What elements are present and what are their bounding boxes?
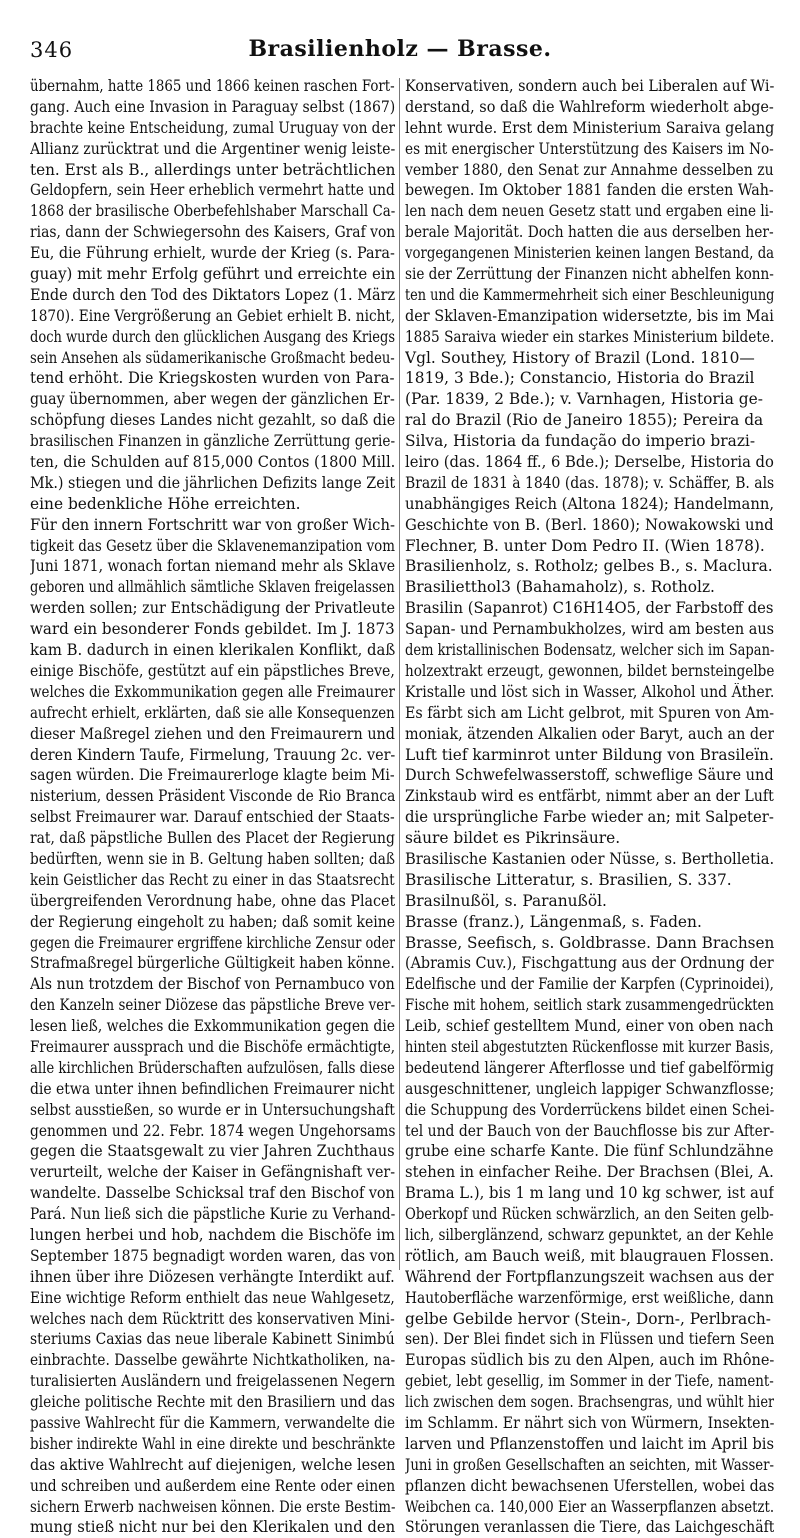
text-line: werden sollen; zur Entschädigung der Privatleute — [30, 599, 395, 618]
left-column — [30, 76, 395, 1538]
text-line: nisterium, dessen Präsident Visconde de Rio Branca — [30, 787, 395, 806]
text-line: dieser Maßregel ziehen und den Freimaurern und — [30, 724, 395, 743]
text-line: Brasilische Kastanien oder Nüsse, s. Bertholletia. — [405, 849, 774, 868]
text-line: Edelfische und der Familie der Karpfen (Cyprinoidei), — [405, 975, 774, 994]
text-line: Kristalle und löst sich in Wasser, Alkohol und Äther. — [405, 682, 774, 701]
page-header — [30, 36, 770, 68]
text-line: lehnt wurde. Erst dem Ministerium Saraiva gelang — [405, 118, 774, 137]
text-line: bewegen. Im Oktober 1881 fanden die ersten Wah- — [405, 181, 774, 200]
text-line: lich, silberglänzend, schwarz gepunktet, an der Kehle — [405, 1225, 774, 1244]
text-line: Brasilienholz, s. Rotholz; gelbes B., s. Maclura. — [405, 557, 773, 576]
text-line: lungen herbei und hob, nachdem die Bischöfe im — [30, 1225, 395, 1244]
text-line: Zinkstaub wird es entfärbt, nimmt aber an der Luft — [405, 787, 774, 806]
text-line: deren Kindern Taufe, Firmelung, Trauung 2c. ver- — [30, 745, 395, 764]
text-line: leiro (das. 1864 ff., 6 Bde.); Derselbe, Historia do — [405, 453, 774, 472]
text-line: Mk.) stiegen und die jährlichen Defizits lange Zeit — [30, 473, 395, 492]
text-line: rat, daß päpstliche Bullen des Placet der Regierung — [30, 829, 395, 848]
text-line: Brasilische Litteratur, s. Brasilien, S. 337. — [405, 870, 732, 889]
text-line: übergreifenden Verordnung habe, ohne das Placet — [30, 891, 395, 910]
text-line: sichern Erwerb nachweisen können. Die erste Bestim- — [30, 1497, 395, 1516]
text-line: Luft tief karminrot unter Bildung von Brasileïn. — [405, 745, 774, 764]
text-line: Eine wichtige Reform enthielt das neue Wahlgesetz, — [30, 1288, 395, 1307]
text-line: Brama L.), bis 1 m lang und 10 kg schwer, ist auf — [405, 1184, 774, 1203]
text-line: alle kirchlichen Brüderschaften aufzulösen, falls diese — [30, 1058, 395, 1077]
text-line: unabhängiges Reich (Altona 1824); Handelmann, — [405, 494, 774, 513]
text-line: brachte keine Entscheidung, zumal Uruguay von der — [30, 118, 395, 137]
text-line: Während der Fortpflanzungszeit wachsen aus der — [405, 1267, 774, 1286]
text-line: sagen würden. Die Freimaurerloge klagte beim Mi- — [30, 766, 395, 785]
text-line: Sapan- und Pernambukholzes, wird am besten aus — [405, 620, 774, 639]
text-line: Störungen veranlassen die Tiere, das Laichgeschäft — [405, 1518, 774, 1537]
text-line: Vgl. Southey, History of Brazil (Lond. 1810— — [405, 348, 755, 367]
text-line: gleiche politische Rechte mit den Brasiliern und das — [30, 1393, 395, 1412]
text-line: Es färbt sich am Licht gelbrot, mit Spuren von Am- — [405, 703, 774, 722]
text-line: doch wurde durch den glücklichen Ausgang des Kriegs — [30, 327, 395, 346]
text-line: Eu, die Führung erhielt, wurde der Krieg (s. Para- — [30, 244, 395, 263]
text-line: gelbe Gebilde hervor (Stein-, Dorn-, Perlbrach- — [405, 1309, 771, 1328]
text-line: und schreiben und außerdem eine Rente oder einen — [30, 1476, 395, 1495]
text-line: Brasilin (Sapanrot) C16H14O5, der Farbstoff des — [405, 599, 774, 618]
text-line: Flechner, B. unter Dom Pedro II. (Wien 1878). — [405, 536, 765, 555]
text-line: gang. Auch eine Invasion in Paraguay selbst (1867) — [30, 97, 395, 116]
text-line: ten. Erst als B., allerdings unter beträchtlichen — [30, 160, 395, 179]
text-line: brasilischen Finanzen in gänzliche Zerrüttung gerie- — [30, 432, 395, 451]
running-title: Brasilienholz — Brasse. — [248, 36, 552, 62]
text-line: der Regierung eingeholt zu haben; daß somit keine — [30, 912, 395, 931]
text-line: lesen ließ, welches die Exkommunikation gegen die — [30, 1017, 395, 1036]
text-line: aufrecht erhielt, erklärten, daß sie alle Konsequenzen — [30, 703, 395, 722]
text-line: Allianz zurücktrat und die Argentiner wenig leiste- — [30, 139, 395, 158]
text-line: das aktive Wahlrecht auf diejenigen, welche lesen — [30, 1455, 395, 1474]
text-line: eine bedenkliche Höhe erreichten. — [30, 494, 301, 513]
text-line: larven und Pflanzenstoffen und laicht im April bis — [405, 1434, 774, 1453]
text-line: sein Ansehen als südamerikanische Großmacht bedeu- — [30, 348, 395, 367]
text-line: einige Bischöfe, gestützt auf ein päpstliches Breve, — [30, 661, 395, 680]
text-line: tend erhöht. Die Kriegskosten wurden von Para- — [30, 369, 395, 388]
text-line: Ende durch den Tod des Diktators Lopez (1. März — [30, 285, 395, 304]
text-line: gebiet, lebt gesellig, im Sommer in der Tiefe, nament- — [405, 1372, 774, 1391]
text-line: den Kanzeln seiner Diözese das päpstliche Breve ver- — [30, 996, 395, 1015]
text-line: 1819, 3 Bde.); Constancio, Historia do Brazil — [405, 369, 755, 388]
text-line: einbrachte. Dasselbe gewährte Nichtkatholiken, na- — [30, 1351, 395, 1370]
text-line: Juni in großen Gesellschaften an seichten, mit Wasser- — [405, 1455, 774, 1474]
text-line: die etwa unter ihnen befindlichen Freimaurer nicht — [30, 1079, 395, 1098]
text-line: kam B. dadurch in einen klerikalen Konflikt, daß — [30, 641, 395, 660]
text-line: genommen und 22. Febr. 1874 wegen Ungehorsams — [30, 1121, 395, 1140]
text-line: ward ein besonderer Fonds gebildet. Im J. 1873 — [30, 620, 395, 639]
text-line: der Sklaven-Emanzipation widersetzte, bis im Mai — [405, 306, 774, 325]
text-line: Freimaurer aussprach und die Bischöfe ermächtigte, — [30, 1037, 395, 1056]
text-line: Weibchen ca. 140,000 Eier an Wasserpflanzen absetzt. — [405, 1497, 774, 1516]
text-line: welches nach dem Rücktritt des konservativen Mini- — [30, 1309, 395, 1328]
text-line: ausgeschnittener, ungleich lappiger Schwanzflosse; — [405, 1079, 774, 1098]
text-line: bedürften, wenn sie in B. Geltung haben sollten; daß — [30, 849, 395, 868]
text-line: tigkeit das Gesetz über die Sklavenemanzipation vom — [30, 536, 395, 555]
text-line: Brazil de 1831 à 1840 (das. 1878); v. Schäffer, B. als — [405, 473, 774, 492]
text-line: (Par. 1839, 2 Bde.); v. Varnhagen, Historia ge- — [405, 390, 763, 409]
text-line: Oberkopf und Rücken schwärzlich, an den Seiten gelb- — [405, 1205, 774, 1224]
text-line: welches die Exkommunikation gegen alle Freimaurer — [30, 682, 395, 701]
text-line: (Abramis Cuv.), Fischgattung aus der Ordnung der — [405, 954, 774, 973]
text-line: übernahm, hatte 1865 und 1866 keinen raschen Fort- — [30, 77, 395, 95]
text-line: schöpfung dieses Landes nicht gezahlt, so daß die — [30, 411, 395, 430]
text-line: pflanzen dicht bewachsenen Uferstellen, wobei das — [405, 1476, 774, 1495]
text-line: moniak, ätzenden Alkalien oder Baryt, auch an der — [405, 724, 774, 743]
text-line: ihnen über ihre Diözesen verhängte Interdikt auf. — [30, 1267, 395, 1286]
text-line: im Schlamm. Er nährt sich von Würmern, Insekten- — [405, 1414, 774, 1432]
text-line: gegen die Staatsgewalt zu vier Jahren Zuchthaus — [30, 1142, 395, 1161]
text-line: 1885 Saraiva wieder ein starkes Ministerium bildete. — [405, 327, 774, 346]
text-line: passive Wahlrecht für die Kammern, verwandelte die — [30, 1414, 395, 1432]
text-line: hinten steil abgestutzten Rückenflosse mit kurzer Basis, — [405, 1037, 774, 1056]
text-line: Fische mit hohem, seitlich stark zusammengedrückten — [405, 996, 774, 1015]
text-line: 1868 der brasilische Oberbefehlshaber Marschall Ca- — [30, 202, 395, 221]
text-line: Geschichte von B. (Berl. 1860); Nowakowski und — [405, 515, 774, 534]
right-column — [405, 76, 774, 1538]
text-line: sen). Der Blei findet sich in Flüssen und tiefern Seen — [405, 1330, 774, 1349]
text-line: vorgegangenen Ministerien keinen langen Bestand, da — [405, 244, 774, 263]
text-line: 1870). Eine Vergrößerung an Gebiet erhielt B. nicht, — [30, 306, 395, 325]
text-line: Geldopfern, sein Heer erheblich vermehrt hatte und — [30, 181, 395, 200]
text-line: Durch Schwefelwasserstoff, schweflige Säure und — [405, 766, 774, 785]
text-line: ral do Brazil (Rio de Janeiro 1855); Pereira da — [405, 411, 764, 430]
text-line: Europas südlich bis zu den Alpen, auch im Rhône- — [405, 1351, 774, 1370]
text-line: grube eine scharfe Kante. Die fünf Schlundzähne — [405, 1142, 774, 1161]
column-divider — [399, 78, 400, 1270]
text-line: Für den innern Fortschritt war von großer Wich- — [30, 515, 395, 534]
text-line: sie der Zerrüttung der Finanzen nicht abhelfen konn- — [405, 265, 774, 284]
text-line: Strafmaßregel bürgerliche Gültigkeit haben könne. — [30, 954, 395, 973]
text-line: vember 1880, den Senat zur Annahme desselben zu — [405, 160, 774, 179]
text-line: ten, die Schulden auf 815,000 Contos (1800 Mill. — [30, 453, 395, 472]
text-line: die ursprüngliche Farbe wieder an; mit Salpeter- — [405, 808, 774, 827]
text-line: Brasse (franz.), Längenmaß, s. Faden. — [405, 912, 702, 931]
text-line: September 1875 begnadigt worden waren, das von — [30, 1246, 395, 1265]
text-line: bedeutend längerer Afterflosse und tief gabelförmig — [405, 1058, 774, 1077]
text-line: berale Majorität. Doch hatten die aus derselben her- — [405, 223, 774, 242]
text-line: die Schuppung des Vorderrückens bildet einen Schei- — [405, 1100, 774, 1119]
page-number: 346 — [30, 38, 74, 62]
text-line: guay) mit mehr Erfolg geführt und erreichte ein — [30, 265, 395, 284]
text-line: säure bildet es Pikrinsäure. — [405, 829, 621, 848]
text-line: bisher indirekte Wahl in eine direkte und beschränkte — [30, 1434, 395, 1453]
text-line: derstand, so daß die Wahlreform wiederholt abge- — [405, 97, 774, 116]
text-line: tel und der Bauch von der Bauchflosse bis zur After- — [405, 1121, 774, 1140]
text-line: selbst Freimaurer war. Darauf entschied der Staats- — [30, 808, 395, 827]
text-line: steriums Caxias das neue liberale Kabinett Sinimbú — [30, 1330, 395, 1349]
text-line: Brasilietthol3 (Bahamaholz), s. Rotholz. — [405, 578, 715, 597]
text-line: turalisierten Ausländern und freigelassenen Negern — [30, 1372, 395, 1391]
text-line: es mit energischer Unterstützung des Kaisers im No- — [405, 139, 774, 158]
text-line: dem kristallinischen Bodensatz, welcher sich im Sapan- — [405, 641, 774, 660]
text-line: holzextrakt erzeugt, gewonnen, bildet bernsteingelbe — [405, 661, 774, 680]
text-line: Brasse, Seefisch, s. Goldbrasse. Dann Brachsen — [405, 933, 774, 952]
text-line: lich zwischen dem sogen. Brachsengras, und wühlt hier — [405, 1393, 774, 1412]
text-line: ten und die Kammermehrheit sich einer Beschleunigung — [405, 285, 774, 304]
text-line: kein Geistlicher das Recht zu einer in das Staatsrecht — [30, 870, 395, 889]
text-line: rötlich, am Bauch weiß, mit blaugrauen Flossen. — [405, 1246, 774, 1265]
text-line: stehen in einfacher Reihe. Der Brachsen (Blei, A. — [405, 1163, 774, 1182]
text-line: Pará. Nun ließ sich die päpstliche Kurie zu Verhand- — [30, 1205, 395, 1224]
text-line: wandelte. Dasselbe Schicksal traf den Bischof von — [30, 1184, 395, 1203]
text-line: Konservativen, sondern auch bei Liberalen auf Wi- — [405, 77, 774, 95]
text-line: selbst ausstießen, so wurde er in Untersuchungshaft — [30, 1100, 395, 1119]
text-line: verurteilt, welche der Kaiser in Gefängnishaft ver- — [30, 1163, 395, 1182]
text-line: Hautoberfläche warzenförmige, erst weißliche, dann — [405, 1288, 774, 1307]
text-line: Juni 1871, wonach fortan niemand mehr als Sklave — [30, 557, 395, 576]
text-line: rias, dann der Schwiegersohn des Kaisers, Graf von — [30, 223, 395, 242]
text-line: Silva, Historia da fundação do imperio brazi- — [405, 432, 756, 451]
text-line: Als nun trotzdem der Bischof von Pernambuco von — [30, 975, 395, 994]
text-line: Brasilnußöl, s. Paranußöl. — [405, 891, 607, 910]
text-line: len nach dem neuen Gesetz statt und ergaben eine li- — [405, 202, 774, 221]
text-line: Leib, schief gestelltem Mund, einer von oben nach — [405, 1017, 774, 1036]
text-line: geboren und allmählich sämtliche Sklaven freigelassen — [30, 578, 395, 597]
text-line: mung stieß nicht nur bei den Klerikalen und den — [30, 1518, 395, 1537]
text-line: guay übernommen, aber wegen der gänzlichen Er- — [30, 390, 395, 409]
text-line: gegen die Freimaurer ergriffene kirchliche Zensur oder — [30, 933, 395, 952]
